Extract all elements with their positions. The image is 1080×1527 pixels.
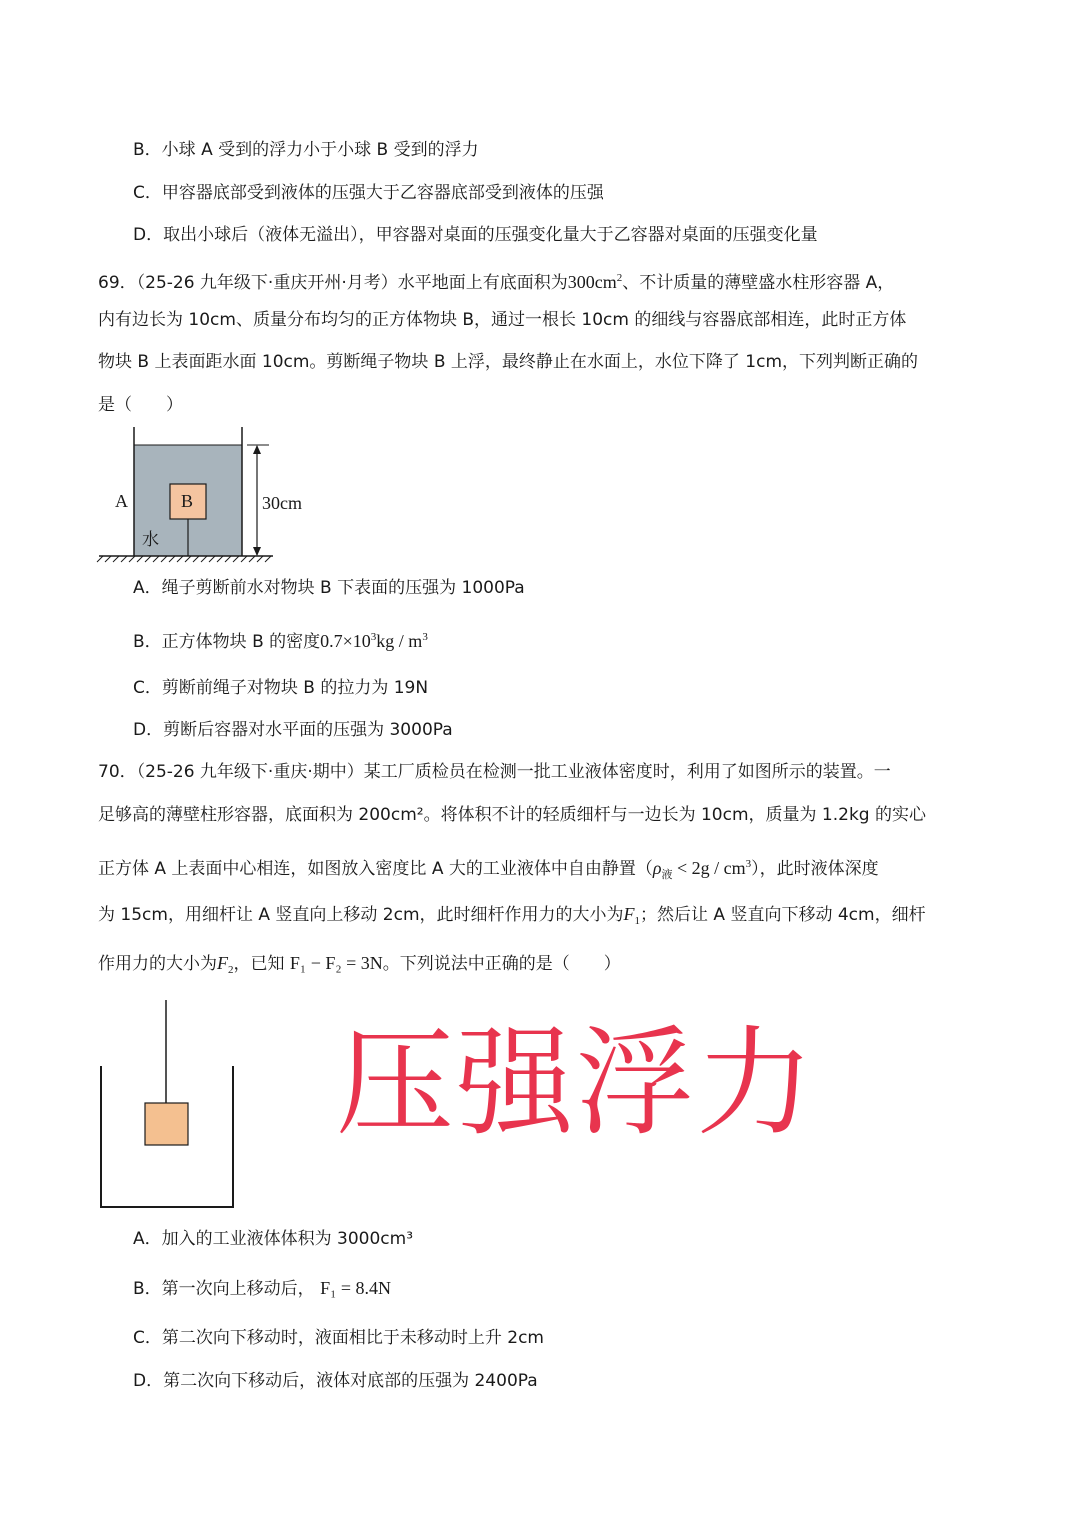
q68-option-b: B．小球 A 受到的浮力小于小球 B 受到的浮力 (133, 140, 479, 160)
q69-option-a: A．绳子剪断前水对物块 B 下表面的压强为 1000Pa (133, 578, 525, 598)
label-a: A (115, 491, 128, 511)
ground-hatching (97, 556, 271, 562)
label-water: 水 (142, 530, 159, 550)
q70-option-d: D．第二次向下移动后，液体对底部的压强为 2400Pa (133, 1371, 538, 1391)
q70-stem-line4: 为 15cm，用细杆让 A 竖直向上移动 2cm，此时细杆作用力的大小为$F_1$；然后让 A 竖直向下移动 4cm，细杆 (98, 904, 926, 927)
q69-option-d: D．剪断后容器对水平面的压强为 3000Pa (133, 720, 453, 740)
arrow-up (253, 445, 261, 454)
q68-option-c: C．甲容器底部受到液体的压强大于乙容器底部受到液体的压强 (133, 183, 604, 203)
q69-stem-line1: 69．（25-26 九年级下·重庆开州·月考）水平地面上有底面积为$300cm^2$、不计质量的薄壁盛水柱形容器 A， (98, 272, 895, 293)
q70-option-b: B．第一次向上移动后， F₁ = 8.4N (133, 1278, 392, 1299)
q69-stem-line4: 是（ ） (98, 395, 183, 415)
q70-figure (96, 998, 246, 1210)
q69-stem-line2: 内有边长为 10cm、质量分布均匀的正方体物块 B，通过一根长 10cm 的细线与容器底部相连，此时正方体 (98, 310, 907, 330)
label-height: 30cm (262, 493, 302, 513)
q70-stem-line1: 70．（25-26 九年级下·重庆·期中）某工厂质检员在检测一批工业液体密度时，利用了如图所示的装置。一 (98, 762, 891, 782)
q69-option-b: B．正方体物块 B 的密度$0.7\times 10^3kg / m^3$ (133, 631, 428, 652)
cube-a (145, 1103, 188, 1145)
q70-option-c: C．第二次向下移动时，液面相比于未移动时上升 2cm (133, 1328, 544, 1348)
q70-stem-line2: 足够高的薄壁柱形容器，底面积为 200cm²。将体积不计的轻质细杆与一边长为 10cm，质量为 1.2kg 的实心 (98, 805, 926, 825)
q69-stem-line3: 物块 B 上表面距水面 10cm。剪断绳子物块 B 上浮，最终静止在水面上，水位下降了 1cm，下列判断正确的 (98, 352, 919, 372)
arrow-down (253, 547, 261, 556)
label-b: B (181, 491, 194, 511)
q70-option-a: A．加入的工业液体体积为 3000cm³ (133, 1229, 414, 1249)
watermark-text: 压强浮力 (336, 1014, 817, 1152)
q70-stem-line3: 正方体 A 上表面中心相连，如图放入密度比 A 大的工业液体中自由静置$(\rho_液 < 2g / cm^3)$，此时液体深度 (98, 858, 879, 881)
q70-stem-line5: 作用力的大小为$F_2$，已知 F₁ − F₂ = 3N。下列说法中正确的是（ ） (98, 953, 621, 976)
q69-option-c: C．剪断前绳子对物块 B 的拉力为 19N (133, 678, 429, 698)
q68-option-d: D．取出小球后（液体无溢出），甲容器对桌面的压强变化量大于乙容器对桌面的压强变化量 (133, 225, 818, 245)
q69-figure (95, 425, 315, 565)
